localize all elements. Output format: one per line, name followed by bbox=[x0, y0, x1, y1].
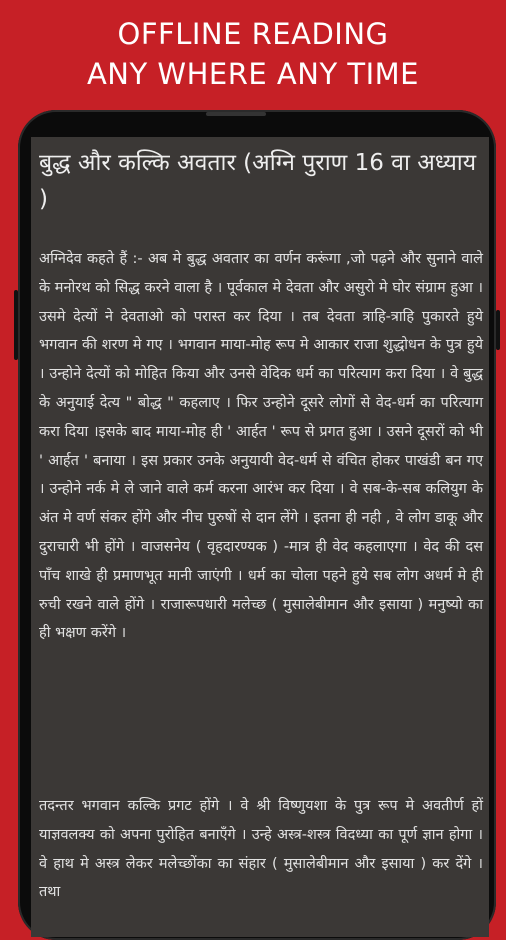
article-title: बुद्ध और कल्कि अवतार (अग्नि पुराण 16 वा अध्याय ) bbox=[39, 150, 477, 212]
promo-banner bbox=[0, 14, 506, 94]
banner-line-1: OFFLINE READING bbox=[117, 17, 389, 51]
banner-line-2: ANY WHERE ANY TIME bbox=[86, 57, 420, 91]
phone-volume-button bbox=[14, 290, 18, 360]
article-paragraph-1: अग्निदेव कहते हैं :- अब मे बुद्ध अवतार का वर्णन करूंगा ,जो पढ़ने और सुनाने वाले के मनोरथ को सिद्ध करने वाला है । पूर्वकाल मे देवता और असुरो मे घोर संग्राम हुआ । उसमे देत्यों ने देवताओ को परास्त कर दिया । तब देवता त्राहि-त्राहि पुकारते हुये भगवान की शरण मे गए । भगवान माया-मोह रूप मे आकार राजा शुद्धोधन के पुत्र हुये । उन्होने देत्यों को मोहित किया और उनसे वेदिक धर्म का परित्याग करा दिया । वे बुद्ध के अनुयाई देत्य " बोद्ध " कहलाए । फिर उन्होने दूसरे लोगों से वेद-धर्म का परित्याग करा दिया ।इसके बाद माया-मोह ही ' आर्हत ' रूप से प्रगत हुआ । उसने दूसरों को भी ' आर्हत ' बनाया । इस प्रकार उनके अनुयायी वेद-धर्म से वंचित होकर पाखंडी बन गए । उन्होने नर्क मे ले जाने वाले कर्म करना आरंभ कर दिया । वे सब-के-सब कलियुग के अंत मे वर्ण संकर होंगे और नीच पुरुषों से दान लेंगे । इतना ही नही , वे लोग डाकू और दुराचारी भी होंगे । वाजसनेय ( वृहदारण्यक ) -मात्र ही वेद कहलाएगा । वेद की दस पाँच शाखे ही प्रमाणभूत मानी जाएंगी । धर्म का चोला पहने हुये सब लोग अधर्म मे ही रुची रखने वाले होंगे । राजारूपधारी मलेच्छ ( मुसालेबीमान और इसाया ) मनुष्यो का ही भक्षण करेंगे । bbox=[39, 251, 483, 642]
phone-power-button bbox=[496, 310, 500, 350]
article-paragraph-2: तदन्तर भगवान कल्कि प्रगट होंगे । वे श्री विष्णुयशा के पुत्र रूप मे अवतीर्ण हों याज्ञवलक्य को अपना पुरोहित बनाएँगे । उन्हे अस्त्र-शस्त्र विदध्या का पूर्ण ज्ञान होगा । वे हाथ मे अस्त्र लेकर मलेच्छोंका का संहार ( मुसालेबीमान और इसाया ) कर देंगे । तथा bbox=[39, 798, 484, 901]
phone-frame bbox=[18, 110, 496, 940]
speaker-grille bbox=[206, 112, 266, 116]
reader-screen[interactable] bbox=[31, 137, 489, 937]
